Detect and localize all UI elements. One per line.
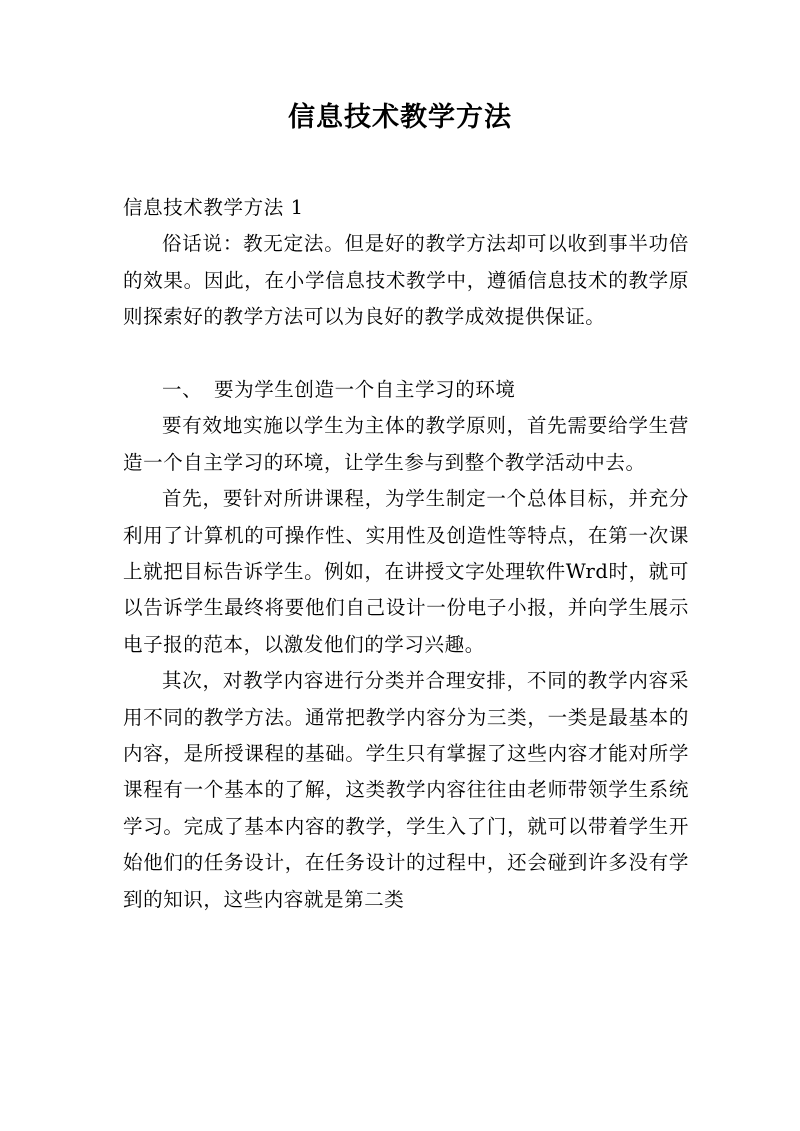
- heading-text: 要为学生创造一个自主学习的环境: [214, 378, 516, 402]
- intro-paragraph: 俗话说：教无定法。但是好的教学方法却可以收到事半功倍的效果。因此，在小学信息技术教学中，遵循信息技术的教学原则探索好的教学方法可以为良好的教学成效提供保证。: [123, 232, 689, 329]
- document-body: [123, 190, 689, 918]
- document-title: 信息技术教学方法: [288, 102, 512, 133]
- blank-line: [123, 336, 689, 372]
- body-paragraph: 其次，对教学内容进行分类并合理安排，不同的教学内容采用不同的教学方法。通常把教学内容分为三类，一类是最基本的内容，是所授课程的基础。学生只有掌握了这些内容才能对所学课程有一个基本的了解，这类教学内容往往由老师带领学生系统学习。完成了基本内容的教学，学生入了门，就可以带着学生开始他们的任务设计，在任务设计的过程中，还会碰到许多没有学到的知识，这些内容就是第二类: [123, 669, 689, 911]
- body-paragraph: 首先，要针对所讲课程，为学生制定一个总体目标，并充分利用了计算机的可操作性、实用性及创造性等特点，在第一次课上就把目标告诉学生。例如，在讲授文字处理软件Wrd时，就可以告诉学生最终将要他们自己设计一份电子小报，并向学生展示电子报的范本，以激发他们的学习兴趣。: [123, 487, 689, 656]
- heading-number: 一、: [162, 378, 203, 402]
- body-paragraph: 要有效地实施以学生为主体的教学原则，首先需要给学生营造一个自主学习的环境，让学生参与到整个教学活动中去。: [123, 414, 689, 474]
- section-heading: [123, 372, 689, 408]
- section-label: 信息技术教学方法 1: [123, 196, 304, 219]
